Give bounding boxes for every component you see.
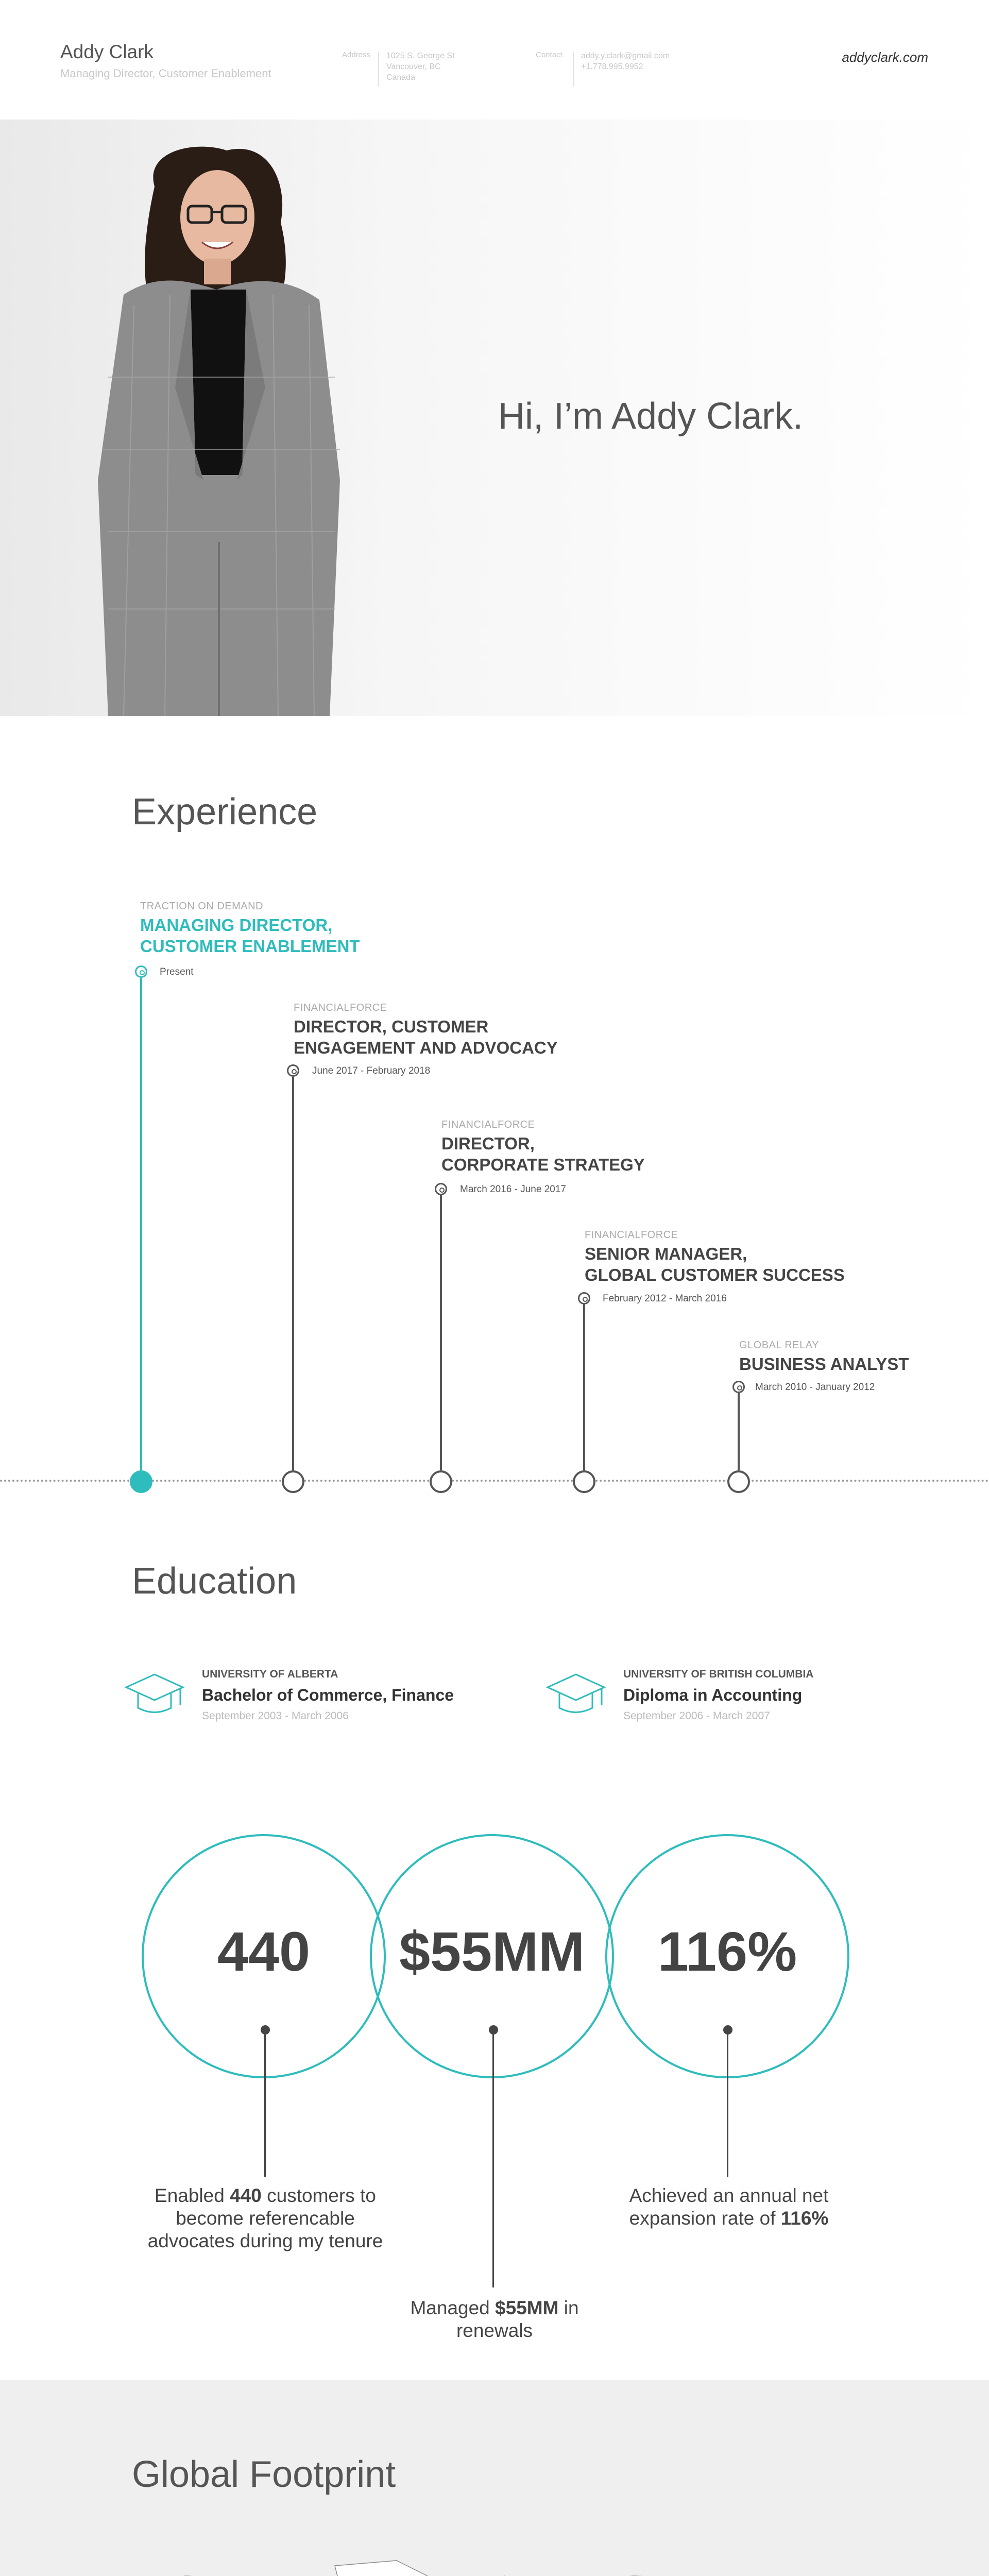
experience-role — [739, 1353, 909, 1375]
contact-divider — [573, 52, 574, 87]
address-line: Vancouver, BC — [386, 62, 441, 71]
map-pin-icon — [435, 1183, 447, 1195]
timeline-line — [583, 1304, 585, 1470]
timeline-node[interactable] — [130, 1470, 152, 1493]
role-line: CORPORATE STRATEGY — [441, 1155, 645, 1174]
timeline-line — [440, 1195, 442, 1470]
contact-label: Contact — [536, 50, 562, 59]
address-divider — [378, 52, 379, 87]
role-line: DIRECTOR, CUSTOMER — [294, 1017, 489, 1036]
map-pin-icon — [287, 1064, 299, 1077]
site-link[interactable]: addyclark.com — [842, 49, 928, 65]
hero-greeting: Hi, I’m Addy Clark. — [498, 396, 804, 437]
timeline-node[interactable] — [430, 1470, 452, 1493]
stat-description — [134, 2184, 397, 2252]
stat-description — [397, 2297, 592, 2342]
education-dates: September 2006 - March 2007 — [623, 1710, 770, 1722]
header-title: Managing Director, Customer Enablement — [60, 67, 271, 80]
hero-section — [0, 120, 989, 716]
experience-role — [294, 1016, 558, 1058]
stat-connector — [264, 2030, 266, 2177]
role-line: CUSTOMER ENABLEMENT — [140, 937, 360, 956]
contact-phone[interactable]: +1.778.995.9952 — [581, 62, 643, 71]
education-dates: September 2003 - March 2006 — [202, 1710, 349, 1722]
stat-highlight: $55MM — [495, 2297, 559, 2318]
experience-company: TRACTION ON DEMAND — [140, 901, 263, 912]
role-line: DIRECTOR, — [441, 1134, 535, 1153]
address-label: Address — [342, 50, 371, 59]
role-line: ENGAGEMENT AND ADVOCACY — [294, 1038, 558, 1057]
education-school: UNIVERSITY OF BRITISH COLUMBIA — [623, 1668, 814, 1680]
education-degree: Bachelor of Commerce, Finance — [202, 1686, 454, 1704]
experience-dates: March 2010 - January 2012 — [755, 1382, 875, 1393]
portrait-photo — [0, 120, 428, 716]
stat-connector — [727, 2030, 728, 2177]
timeline-line — [738, 1393, 740, 1470]
experience-item — [739, 1340, 909, 1375]
role-line: MANAGING DIRECTOR, — [140, 916, 333, 935]
timeline-line — [140, 978, 142, 1470]
experience-dates: Present — [160, 967, 194, 977]
graduation-cap-icon — [545, 1669, 607, 1721]
stat-text-part: customers to become referencable advocates during my tenure — [147, 2185, 383, 2251]
stat-highlight: 116% — [780, 2208, 829, 2229]
experience-company: FINANCIALFORCE — [441, 1119, 535, 1130]
world-map — [67, 2555, 912, 2576]
experience-dates: June 2017 - February 2018 — [312, 1065, 431, 1076]
timeline-line — [292, 1077, 294, 1470]
timeline-node[interactable] — [573, 1470, 595, 1493]
address-line: 1025 S. George St — [386, 52, 455, 60]
map-pin-icon — [135, 965, 147, 978]
timeline-node[interactable] — [282, 1470, 304, 1493]
experience-dates: March 2016 - June 2017 — [460, 1184, 566, 1195]
experience-role — [585, 1243, 845, 1285]
experience-item — [140, 901, 360, 957]
education-item — [623, 1668, 813, 1722]
address-block — [386, 50, 455, 83]
stat-text-part: Managed — [410, 2297, 496, 2318]
education-item — [202, 1668, 454, 1722]
education-school: UNIVERSITY OF ALBERTA — [202, 1668, 338, 1680]
experience-company: GLOBAL RELAY — [739, 1340, 819, 1351]
map-pin-icon — [732, 1381, 745, 1393]
stat-description — [621, 2184, 837, 2230]
stat-text-part: Achieved an annual net expansion rate of — [629, 2185, 829, 2229]
header-name: Addy Clark — [60, 41, 154, 62]
stat-highlight: 440 — [230, 2185, 262, 2206]
map-pin-icon — [578, 1292, 590, 1304]
experience-heading: Experience — [132, 791, 318, 833]
site-header — [0, 0, 989, 120]
experience-item — [585, 1229, 845, 1285]
experience-role — [441, 1133, 645, 1175]
stat-value: 116% — [657, 1920, 797, 1982]
stat-connector — [492, 2030, 494, 2287]
role-line: SENIOR MANAGER, — [585, 1244, 747, 1263]
experience-dates: February 2012 - March 2016 — [603, 1293, 727, 1304]
stat-value: 440 — [217, 1920, 311, 1982]
role-line: GLOBAL CUSTOMER SUCCESS — [585, 1265, 845, 1284]
timeline-node[interactable] — [727, 1470, 750, 1493]
experience-company: FINANCIALFORCE — [294, 1002, 387, 1013]
contact-email[interactable]: addy.y.clark@gmail.com — [581, 52, 670, 60]
contact-block — [581, 50, 670, 72]
stat-text-part: Enabled — [155, 2185, 230, 2206]
stat-text-part: in renewals — [456, 2297, 579, 2341]
graduation-cap-icon — [124, 1669, 185, 1721]
experience-role — [140, 914, 360, 957]
education-heading: Education — [132, 1561, 297, 1602]
experience-item — [294, 1002, 558, 1058]
address-line: Canada — [386, 73, 416, 82]
global-heading: Global Footprint — [132, 2454, 396, 2495]
experience-company: FINANCIALFORCE — [585, 1229, 678, 1241]
stat-value: $55MM — [399, 1920, 585, 1982]
experience-item — [441, 1119, 645, 1175]
role-line: BUSINESS ANALYST — [739, 1354, 909, 1374]
education-degree: Diploma in Accounting — [623, 1686, 803, 1704]
